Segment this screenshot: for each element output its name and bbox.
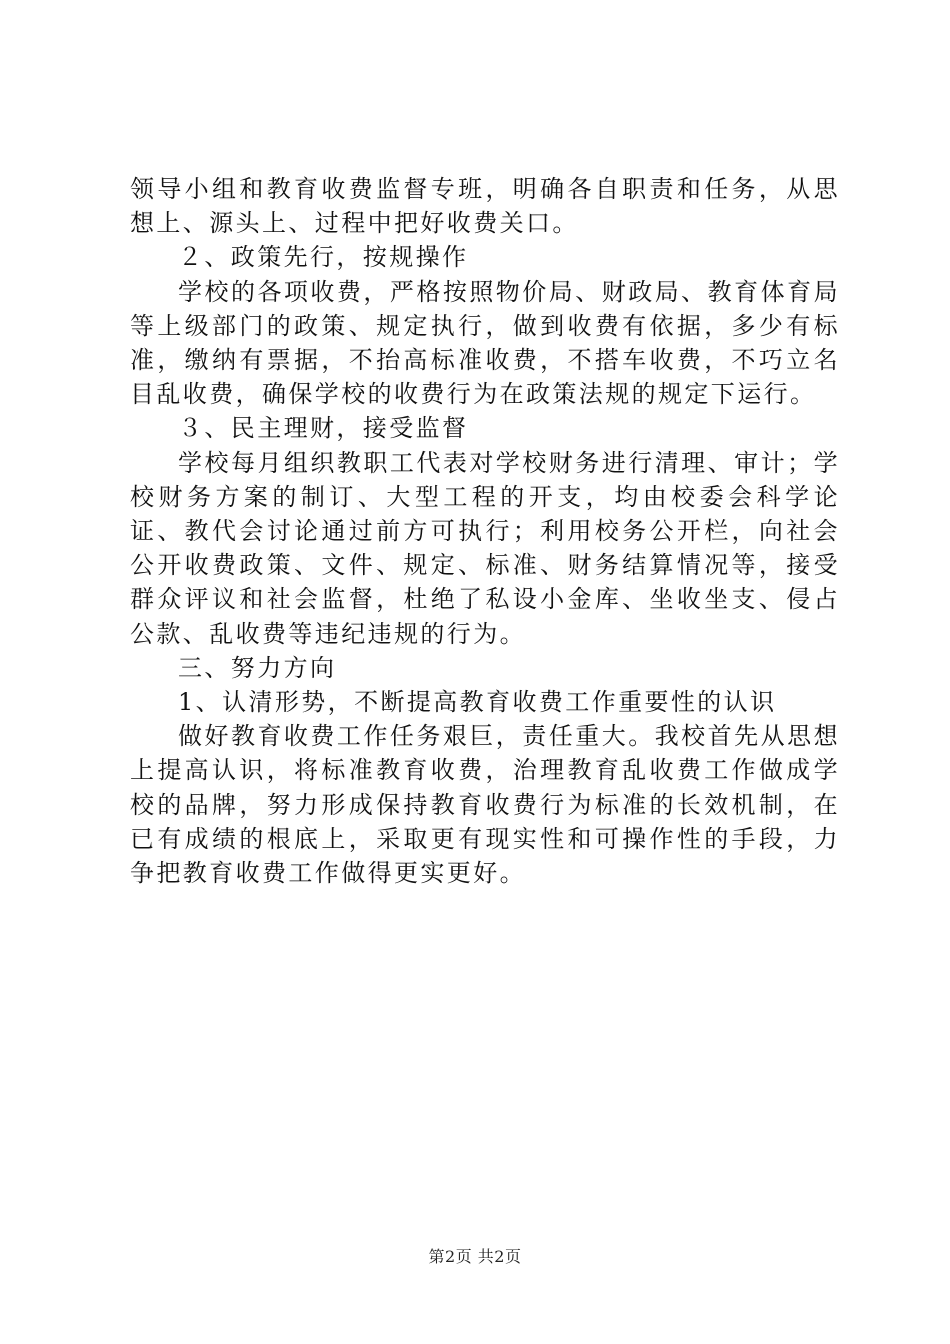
paragraph-3: 学校每月组织教职工代表对学校财务进行清理、审计；学校财务方案的制订、大型工程的开支，均由校委会科学论证、教代会讨论通过前方可执行；利用校务公开栏，向社会公开收费政策、文件、规定、标准、财务结算情况等，接受群众评议和社会监督，杜绝了私设小金库、坐收坐支、侵占公款、乱收费等违纪违规的行为。 [130,448,840,648]
paragraph-1: 领导小组和教育收费监督专班，明确各自职责和任务，从思想上、源头上、过程中把好收费关口。 [130,175,840,238]
paragraph-4: 做好教育收费工作任务艰巨，责任重大。我校首先从思想上提高认识，将标准教育收费，治理教育乱收费工作做成学校的品牌，努力形成保持教育收费行为标准的长效机制，在已有成绩的根底上，采取更有现实性和可操作性的手段，力争把教育收费工作做得更实更好。 [130,722,840,888]
section-heading-3: ３、民主理财，接受监督 [178,414,469,443]
page-number-footer: 第2页 共2页 [428,1247,522,1266]
document-body [130,172,840,890]
section-heading-2: ２、政策先行，按规操作 [178,243,469,272]
subsection-heading-1: 1、认清形势，不断提高教育收费工作重要性的认识 [178,688,777,717]
paragraph-2: 学校的各项收费，严格按照物价局、财政局、教育体育局等上级部门的政策、规定执行，做到收费有依据，多少有标准，缴纳有票据，不抬高标准收费，不搭车收费，不巧立名目乱收费，确保学校的收费行为在政策法规的规定下运行。 [130,277,840,409]
section-heading-direction: 三、努力方向 [178,653,337,682]
